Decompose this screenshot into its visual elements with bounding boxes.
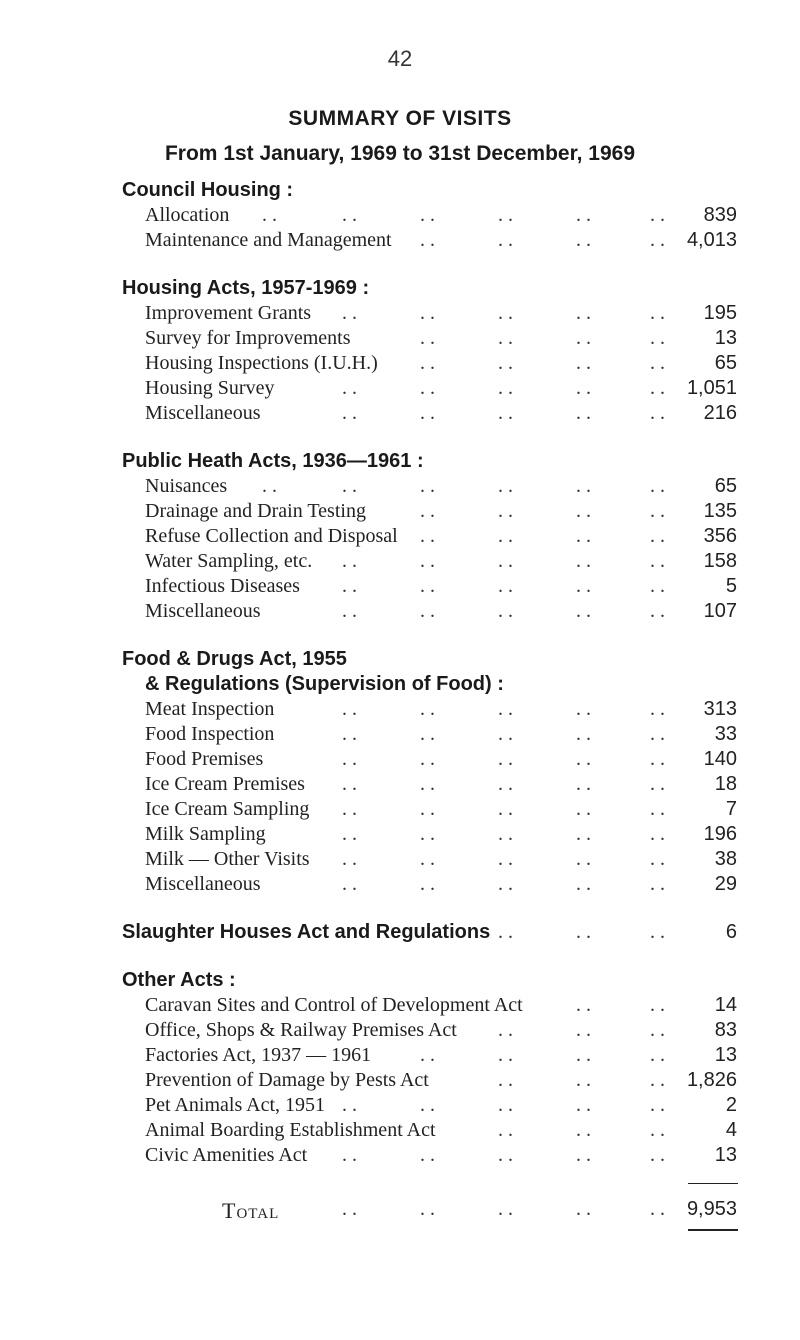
row-value: 107 [703,600,737,622]
dot-leader: . . [262,475,277,497]
dot-leader: . . [342,823,357,845]
row-value: 158 [703,550,737,572]
total-label: Total [222,1198,280,1223]
dot-leader: . . [498,229,513,251]
dot-leader: . . [650,773,665,795]
row-value: 135 [703,500,737,522]
dot-leader: . . [650,475,665,497]
table-row [0,823,800,848]
row-value: 839 [703,204,737,226]
dot-leader: . . [498,1044,513,1066]
dot-leader: . . [576,475,591,497]
row-value: 2 [725,1094,737,1116]
row-label: Housing Inspections (I.U.H.) [145,352,378,374]
table-row [0,377,800,402]
dot-leader: . . [650,921,665,943]
dot-leader: . . [498,575,513,597]
row-label: Civic Amenities Act [145,1144,308,1166]
dot-leader: . . [650,204,665,226]
row-label: Infectious Diseases [145,575,300,597]
table-row [0,302,800,327]
dot-leader: . . [650,600,665,622]
dot-leader: . . [576,327,591,349]
dot-leader: . . [420,550,435,572]
dot-leader: . . [650,748,665,770]
dot-leader: . . [420,698,435,720]
dot-leader: . . [420,302,435,324]
table-row [0,352,800,377]
dot-leader: . . [342,600,357,622]
row-value: 6 [725,921,737,943]
dot-leader: . . [420,500,435,522]
dot-leader: . . [576,773,591,795]
dot-leader: . . [576,823,591,845]
section-heading: Food & Drugs Act, 1955 [122,648,347,670]
table-row [0,1119,800,1144]
dot-leader: . . [342,475,357,497]
dot-leader: . . [498,921,513,943]
dot-leader: . . [342,698,357,720]
row-value: 14 [714,994,737,1016]
row-value: 196 [703,823,737,845]
dot-leader: . . [498,1069,513,1091]
row-value: 65 [714,352,737,374]
dot-leader: . . [420,773,435,795]
dot-leader: . . [498,550,513,572]
row-label: Office, Shops & Railway Premises Act [145,1019,457,1041]
dot-leader: . . [576,352,591,374]
dot-leader: . . [498,1119,513,1141]
table-row [0,204,800,229]
table-row [0,1019,800,1044]
dot-leader: . . [650,873,665,895]
dot-leader: . . [498,723,513,745]
dot-leader: . . [498,823,513,845]
dot-leader: . . [650,1144,665,1166]
section-heading-row [0,450,800,475]
row-label: Miscellaneous [145,600,261,622]
table-row [0,698,800,723]
row-label: Food Inspection [145,723,275,745]
section-heading-row [0,277,800,302]
row-value: 140 [703,748,737,770]
section-heading: Other Acts : [122,969,236,991]
dot-leader: . . [342,723,357,745]
row-label: Refuse Collection and Disposal [145,525,398,547]
table-row [0,402,800,427]
total-top-rule [688,1183,738,1184]
dot-leader: . . [342,1198,357,1220]
dot-leader: . . [576,1198,591,1220]
dot-leader: . . [420,229,435,251]
dot-leader: . . [650,1069,665,1091]
section-heading-row [0,179,800,204]
dot-leader: . . [420,1044,435,1066]
section-heading: Council Housing : [122,179,294,201]
dot-leader: . . [650,698,665,720]
row-value: 195 [703,302,737,324]
dot-leader: . . [498,798,513,820]
total-row [0,1198,800,1223]
dot-leader: . . [576,550,591,572]
dot-leader: . . [576,1069,591,1091]
row-value: 5 [725,575,737,597]
summary-table [0,179,800,1248]
table-row [0,873,800,898]
dot-leader: . . [576,575,591,597]
row-label: Drainage and Drain Testing [145,500,366,522]
row-label: Milk — Other Visits [145,848,310,870]
dot-leader: . . [342,575,357,597]
dot-leader: . . [650,823,665,845]
dot-leader: . . [420,848,435,870]
row-value: 216 [703,402,737,424]
dot-leader: . . [342,402,357,424]
section-heading: Slaughter Houses Act and Regulations [122,921,491,943]
table-row [0,1044,800,1069]
dot-leader: . . [498,1144,513,1166]
dot-leader: . . [342,550,357,572]
section-heading-row [0,969,800,994]
dot-leader: . . [576,204,591,226]
dot-leader: . . [498,773,513,795]
dot-leader: . . [650,500,665,522]
dot-leader: . . [650,1198,665,1220]
total-value: 9,953 [686,1198,737,1220]
dot-leader: . . [576,723,591,745]
row-label: Milk Sampling [145,823,266,845]
row-label: Improvement Grants [145,302,312,324]
row-value: 13 [714,1044,737,1066]
row-label: Factories Act, 1937 — 1961 [145,1044,372,1066]
row-value: 356 [703,525,737,547]
dot-leader: . . [576,921,591,943]
row-value: 4,013 [686,229,737,251]
dot-leader: . . [576,848,591,870]
row-label: Caravan Sites and Control of Development Act [145,994,523,1016]
dot-leader: . . [498,873,513,895]
dot-leader: . . [342,204,357,226]
section-heading: Housing Acts, 1957-1969 : [122,277,370,299]
dot-leader: . . [420,1144,435,1166]
row-label: Meat Inspection [145,698,275,720]
dot-leader: . . [576,1119,591,1141]
row-value: 13 [714,327,737,349]
dot-leader: . . [498,352,513,374]
dot-leader: . . [420,575,435,597]
dot-leader: . . [342,748,357,770]
total-rule-row [0,1169,800,1198]
row-label: Miscellaneous [145,402,261,424]
dot-leader: . . [576,525,591,547]
dot-leader: . . [420,723,435,745]
table-row [0,575,800,600]
dot-leader: . . [576,1144,591,1166]
dot-leader: . . [420,525,435,547]
page-number: 42 [387,46,413,71]
dot-leader: . . [650,327,665,349]
dot-leader: . . [650,1094,665,1116]
dot-leader: . . [498,327,513,349]
dot-leader: . . [498,748,513,770]
dot-leader: . . [420,798,435,820]
dot-leader: . . [342,302,357,324]
dot-leader: . . [498,1019,513,1041]
dot-leader: . . [576,798,591,820]
dot-leader: . . [650,525,665,547]
dot-leader: . . [650,575,665,597]
dot-leader: . . [650,1119,665,1141]
row-value: 4 [725,1119,737,1141]
table-row [0,229,800,254]
table-row [0,475,800,500]
table-row [0,327,800,352]
dot-leader: . . [420,1198,435,1220]
dot-leader: . . [420,377,435,399]
row-label: Food Premises [145,748,264,770]
dot-leader: . . [420,204,435,226]
dot-leader: . . [650,377,665,399]
row-label: Maintenance and Management [145,229,392,251]
dot-leader: . . [650,798,665,820]
dot-leader: . . [650,352,665,374]
dot-leader: . . [576,402,591,424]
dot-leader: . . [650,1019,665,1041]
row-label: Pet Animals Act, 1951 [145,1094,325,1116]
dot-leader: . . [650,550,665,572]
table-row [0,798,800,823]
row-label: Ice Cream Sampling [145,798,310,820]
dot-leader: . . [576,1094,591,1116]
dot-leader: . . [420,1094,435,1116]
dot-leader: . . [576,873,591,895]
dot-leader: . . [342,848,357,870]
dot-leader: . . [498,204,513,226]
section-subheading: & Regulations (Supervision of Food) : [145,673,504,695]
row-value: 13 [714,1144,737,1166]
row-label: Water Sampling, etc. [145,550,313,572]
dot-leader: . . [342,798,357,820]
dot-leader: . . [498,1198,513,1220]
dot-leader: . . [498,600,513,622]
dot-leader: . . [576,1019,591,1041]
dot-leader: . . [650,1044,665,1066]
dot-leader: . . [576,748,591,770]
table-row [0,773,800,798]
dot-leader: . . [498,500,513,522]
section-heading-row [0,648,800,673]
dot-leader: . . [420,475,435,497]
section-heading: Public Heath Acts, 1936—1961 : [122,450,424,472]
row-label: Housing Survey [145,377,275,399]
section-subheading-row [0,673,800,698]
row-value: 18 [714,773,737,795]
row-label: Nuisances [145,475,228,497]
dot-leader: . . [576,377,591,399]
dot-leader: . . [498,475,513,497]
dot-leader: . . [576,698,591,720]
row-value: 33 [714,723,737,745]
dot-leader: . . [420,873,435,895]
page-title: SUMMARY OF VISITS [288,107,512,130]
row-value: 313 [703,698,737,720]
dot-leader: . . [650,994,665,1016]
dot-leader: . . [650,302,665,324]
section-heading-row [0,921,800,946]
table-row [0,848,800,873]
dot-leader: . . [498,698,513,720]
table-row [0,748,800,773]
dot-leader: . . [576,229,591,251]
row-label: Survey for Improvements [145,327,351,349]
table-row [0,600,800,625]
table-row [0,1069,800,1094]
dot-leader: . . [498,1094,513,1116]
dot-leader: . . [342,1144,357,1166]
dot-leader: . . [498,302,513,324]
row-label: Prevention of Damage by Pests Act [145,1069,429,1091]
dot-leader: . . [650,402,665,424]
total-bottom-rule [688,1229,738,1231]
table-row [0,550,800,575]
row-value: 29 [714,873,737,895]
row-value: 83 [714,1019,737,1041]
dot-leader: . . [342,377,357,399]
dot-leader: . . [650,229,665,251]
dot-leader: . . [650,848,665,870]
dot-leader: . . [576,600,591,622]
row-value: 65 [714,475,737,497]
row-label: Allocation [145,204,230,226]
table-row [0,994,800,1019]
page-subtitle: From 1st January, 1969 to 31st December, 1969 [164,142,636,165]
dot-leader: . . [498,377,513,399]
total-double-rule-row [0,1223,800,1248]
table-row [0,500,800,525]
dot-leader: . . [420,352,435,374]
row-label: Ice Cream Premises [145,773,305,795]
dot-leader: . . [420,327,435,349]
dot-leader: . . [498,525,513,547]
row-value: 38 [714,848,737,870]
table-row [0,723,800,748]
dot-leader: . . [342,1094,357,1116]
dot-leader: . . [650,723,665,745]
dot-leader: . . [262,204,277,226]
dot-leader: . . [576,1044,591,1066]
dot-leader: . . [498,848,513,870]
row-label: Miscellaneous [145,873,261,895]
dot-leader: . . [420,748,435,770]
row-label: Animal Boarding Establishment Act [145,1119,436,1141]
row-value: 7 [725,798,737,820]
dot-leader: . . [576,500,591,522]
dot-leader: . . [420,823,435,845]
dot-leader: . . [498,402,513,424]
dot-leader: . . [342,773,357,795]
table-row [0,1094,800,1119]
table-row [0,525,800,550]
table-row [0,1144,800,1169]
dot-leader: . . [420,600,435,622]
row-value: 1,826 [686,1069,737,1091]
row-value: 1,051 [686,377,737,399]
dot-leader: . . [342,873,357,895]
dot-leader: . . [576,994,591,1016]
dot-leader: . . [420,402,435,424]
dot-leader: . . [576,302,591,324]
